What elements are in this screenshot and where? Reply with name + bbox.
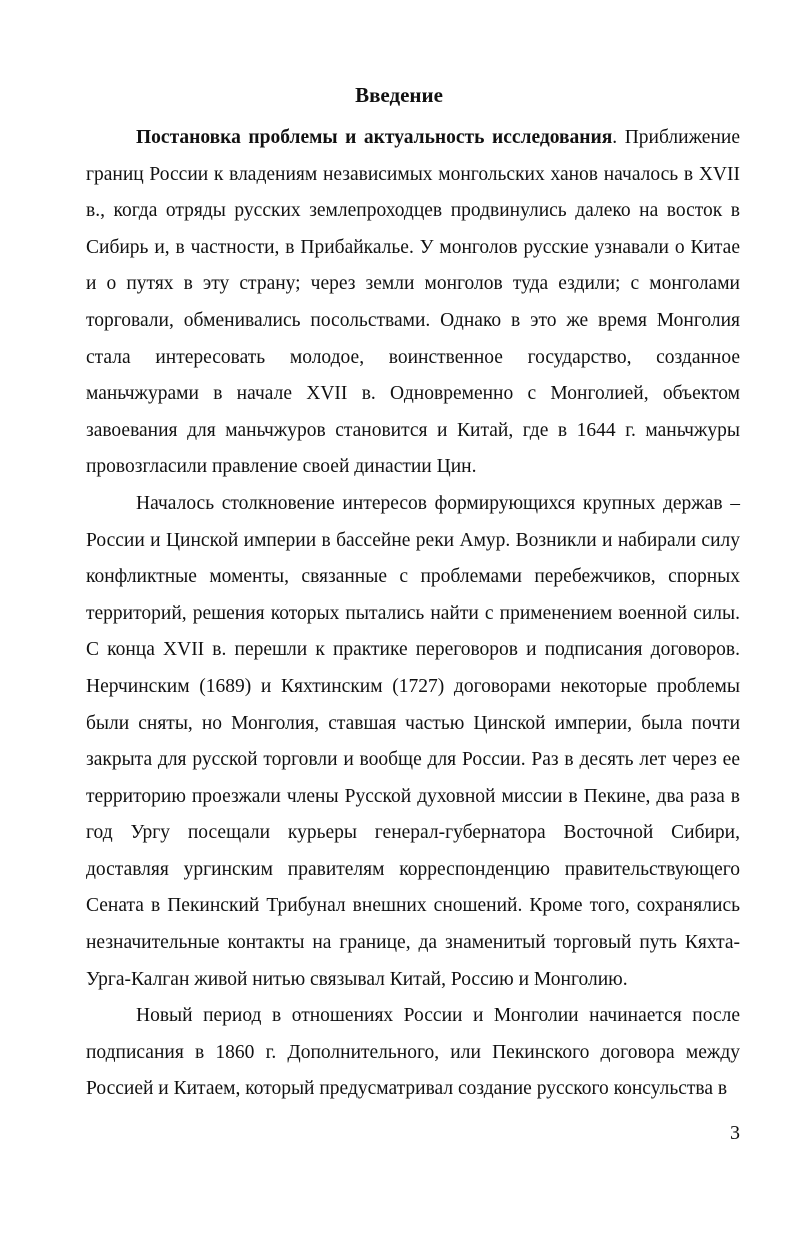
page-heading: Введение [355, 83, 443, 107]
paragraph-text: . Приближение границ России к владениям независимых монгольских ханов началось в XVII в., когда отряды русских землепроходцев продвинулись далеко на восток в Сибирь и, в частности, в Прибайкалье. У монголов русские узнавали о Китае и о путях в эту страну; через земли монголов туда ездили; с монголами торговали, обменивались посольствами. Однако в это же время Монголия стала интересовать молодое, воинственное государство, созданное маньчжурами в начале XVII в. Одновременно с Монголией, объектом завоевания для маньчжуров становится и Китай, где в 1644 г. маньчжуры провозгласили правление своей династии Цин. [86, 127, 740, 478]
paragraph-1 [86, 120, 740, 486]
paragraph-3: Новый период в отношениях России и Монголии начинается после подписания в 1860 г. Дополнительного, или Пекинского договора между Россией и Китаем, который предусматривал создание русского консульства в [86, 1005, 740, 1100]
page-number: 3 [730, 1122, 740, 1144]
paragraph-lead: Постановка проблемы и актуальность исследования [136, 127, 613, 148]
body-text [86, 120, 740, 1108]
paragraph-2: Началось столкновение интересов формирующихся крупных держав – России и Цинской империи в бассейне реки Амур. Возникли и набирали силу конфликтные моменты, связанные с проблемами перебежчиков, спорных территорий, решения которых пытались найти с применением военной силы. С конца XVII в. перешли к практике переговоров и подписания договоров. Нерчинским (1689) и Кяхтинским (1727) договорами некоторые проблемы были сняты, но Монголия, ставшая частью Цинской империи, была почти закрыта для русской торговли и вообще для России. Раз в десять лет через ее территорию проезжали члены Русской духовной миссии в Пекине, два раза в год Ургу посещали курьеры генерал-губернатора Восточной Сибири, доставляя ургинским правителям корреспонденцию правительствующего Сената в Пекинский Трибунал внешних сношений. Кроме того, сохранялись незначительные контакты на границе, да знаменитый торговый путь Кяхта-Урга-Калган живой нитью связывал Китай, Россию и Монголию. [86, 492, 740, 990]
